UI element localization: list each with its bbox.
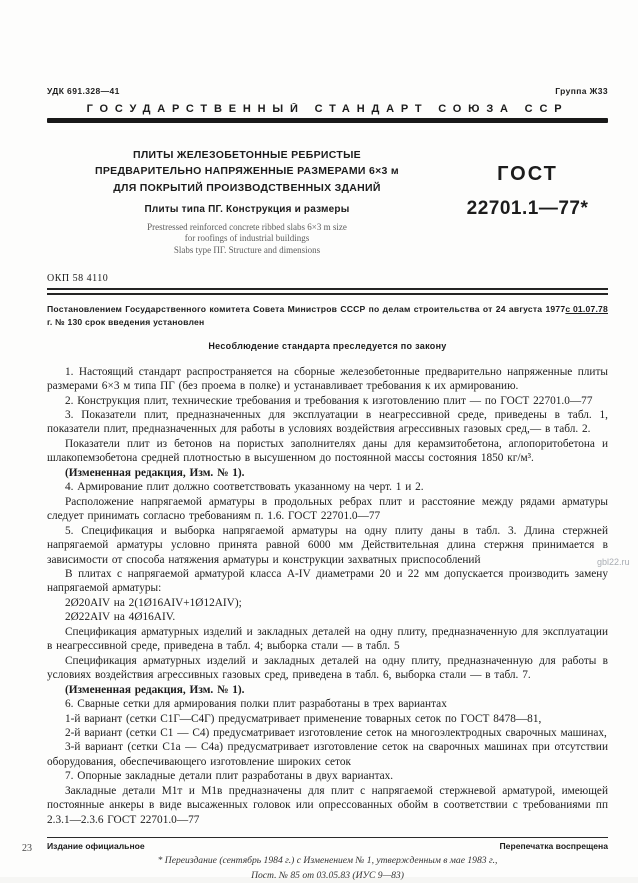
- okp-code: ОКП 58 4110: [47, 272, 109, 284]
- title-english-line-3: Slabs type ПГ. Structure and dimensions: [173, 245, 321, 256]
- footer-row: [47, 841, 608, 851]
- paragraph: Спецификация арматурных изделий и закладных деталей на одну плиту, предназначенную для эксплуатации в неагрессивной среде, приведена в табл. 4; выборка стали — в табл. 5: [47, 625, 608, 653]
- title-line-1: ПЛИТЫ ЖЕЛЕЗОБЕТОННЫЕ РЕБРИСТЫЕ: [133, 149, 361, 161]
- paragraph: 1-й вариант (сетки С1Г—С4Г) предусматривает применение товарных сеток по ГОСТ 8478—81,: [65, 712, 542, 725]
- double-rule: [47, 288, 608, 295]
- rebar-substitution-line: 2Ø20AIV на 2(1Ø16AIV+1Ø12AIV);: [65, 596, 242, 609]
- paragraph: Расположение напрягаемой арматуры в продольных ребрах плит и расстояние между рядами арматуры следует принимать согласно требованиям п. 1.6. ГОСТ 22701.0—77: [47, 495, 608, 523]
- paragraph: Показатели плит из бетонов на пористых заполнителях даны для керамзитобетона, аглопоритобетона и шлакопемзобетона средней плотностью в высушенном до постоянной массы состояния 1850 кг/м³.: [47, 437, 608, 465]
- reprint-prohibited-label: Перепечатка воспрещена: [499, 841, 608, 852]
- gost-number: 22701.1—77*: [466, 198, 589, 219]
- gost-label: ГОСТ: [497, 163, 558, 185]
- title-block: [47, 147, 608, 257]
- reissue-footnote: [47, 854, 608, 883]
- udk-code: УДК 691.328—41: [47, 86, 120, 96]
- paragraph: 4. Армирование плит должно соответствовать указанному на черт. 1 и 2.: [65, 481, 424, 494]
- footnote-line-1: * Переиздание (сентябрь 1984 г.) с Изменением № 1, утвержденным в мае 1983 г.,: [157, 855, 498, 867]
- decree-paragraph: [47, 303, 608, 329]
- title-english: [47, 222, 447, 257]
- title-subtitle: Плиты типа ПГ. Конструкция и размеры: [144, 203, 350, 215]
- site-watermark: gbl22.ru: [597, 557, 630, 567]
- paragraph: 5. Спецификация и выборка напрягаемой арматуры на одну плиту даны в табл. 3. Длина стержней напрягаемой арматуры условно принята равной 6000 мм Действительная длина стержня принимается в зависимости от способа натяжения арматуры и конструкции захватных приспособлений: [47, 524, 608, 566]
- paragraph: 1. Настоящий стандарт распространяется на сборные железобетонные предварительно напряженные плиты размерами 6×3 м типа ПГ (без проема в полке) и устанавливает требования к их армированию.: [47, 365, 608, 393]
- paragraph: Спецификация арматурных изделий и закладных деталей на одну плиту, предназначенную для работы в условиях воздействия агрессивных газовых сред, приведена в табл. 6, выборка стали — в табл. 7.: [47, 654, 608, 682]
- paragraph: В плитах с напрягаемой арматурой класса A-IV диаметрами 20 и 22 мм допускается производить замену напрягаемой арматуры:: [47, 567, 608, 595]
- footer-rule: [47, 837, 608, 838]
- paragraph: 2. Конструкция плит, технические требования и требования к изготовлению плит — по ГОСТ 22701.0—77: [65, 394, 593, 407]
- amendment-note: (Измененная редакция, Изм. № 1).: [65, 466, 245, 479]
- title-line-2: ПРЕДВАРИТЕЛЬНО НАПРЯЖЕННЫЕ РАЗМЕРАМИ 6×3 м: [95, 165, 399, 178]
- amendment-note: (Измененная редакция, Изм. № 1).: [65, 683, 245, 696]
- page-number: 23: [22, 843, 32, 854]
- footnote-line-2: Пост. № 85 от 03.05.83 (ИУС 9—83): [251, 869, 404, 881]
- gost-designation: [447, 163, 608, 257]
- law-notice: Несоблюдение стандарта преследуется по закону: [208, 340, 447, 351]
- official-edition-label: Издание официальное: [47, 841, 145, 852]
- title-english-line-2: for roofings of industrial buildings: [184, 233, 310, 244]
- decree-date: с 01.07.78: [565, 303, 608, 314]
- paragraph: 2-й вариант (сетки С1 — С4) предусматривает изготовление сеток на многоэлектродных сварочных машинах,: [65, 726, 607, 739]
- paragraph: 7. Опорные закладные детали плит разработаны в двух вариантах.: [65, 770, 394, 783]
- decree-text: Постановлением Государственного комитета Совета Министров СССР по делам строительства от 24 августа 1977 г. № 130 срок введения установлен: [47, 303, 566, 327]
- title-line-3: ДЛЯ ПОКРЫТИЙ ПРОИЗВОДСТВЕННЫХ ЗДАНИЙ: [113, 181, 381, 194]
- title-english-line-1: Prestressed reinforced concrete ribbed slabs 6×3 m size: [147, 221, 347, 232]
- group-code: Группа Ж33: [555, 86, 608, 96]
- banner-rule: [47, 118, 608, 123]
- paragraph: 3. Показатели плит, предназначенных для эксплуатации в неагрессивной среде, приведены в табл. 1, показатели плит, предназначенных для работы в условиях воздействия агрессивных газовых сред,— в табл. 2.: [47, 409, 608, 436]
- standard-banner: ГОСУДАРСТВЕННЫЙ СТАНДАРТ СОЮЗА ССР: [86, 103, 569, 115]
- paragraph: 3-й вариант (сетки С1а — С4а) предусматривает изготовление сеток на сварочных машинах при отсутствии оборудования, обеспечивающего изготовление широких сеток: [47, 741, 608, 768]
- body-text: [47, 365, 608, 828]
- title-left: [47, 147, 447, 257]
- paragraph: 6. Сварные сетки для армирования полки плит разработаны в трех вариантах: [65, 698, 447, 711]
- paragraph: Закладные детали М1т и М1в предназначены для плит с напрягаемой стержневой арматурой, имеющей постоянные анкеры в виде высаженных головок или опрессованных обойм в соответствии с требованиями пп 2.3.1—2.3.6 ГОСТ 22701.0—77: [47, 784, 608, 826]
- meta-row: [47, 86, 608, 96]
- rebar-substitution-line: 2Ø22AIV на 4Ø16AIV.: [65, 611, 176, 624]
